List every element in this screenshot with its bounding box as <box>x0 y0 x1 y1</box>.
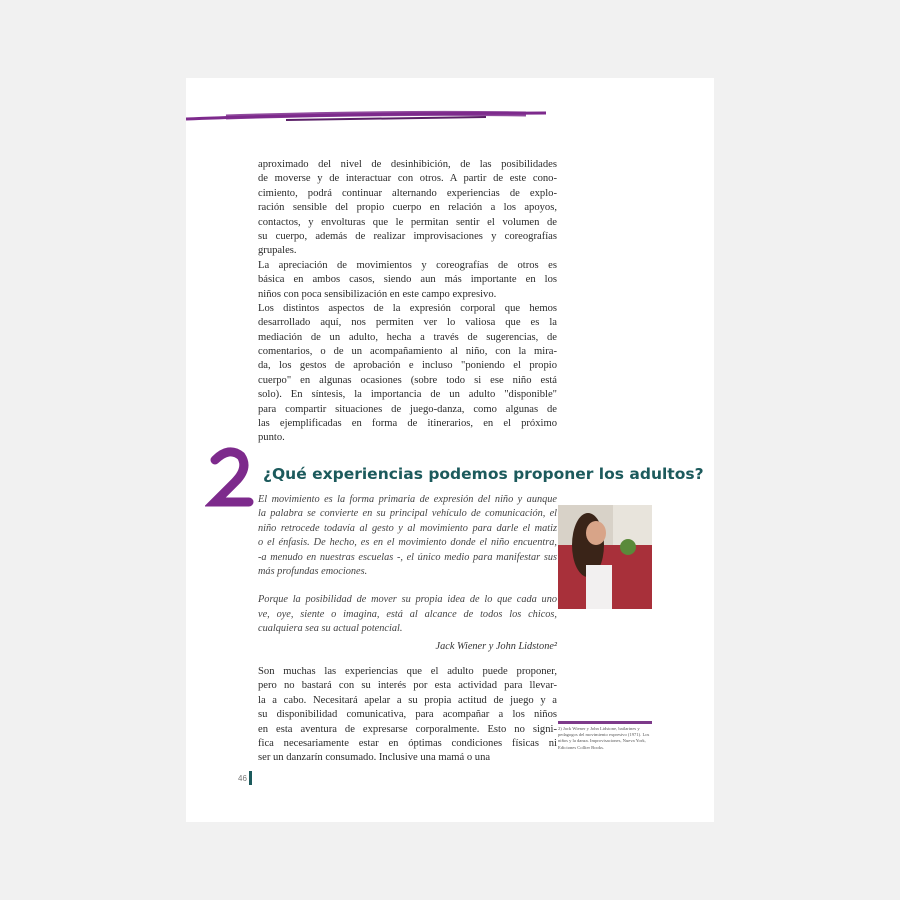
text-line: pero no bastará con su interés por esta actividad para llevar- <box>258 680 557 692</box>
text-line: la a cabo. Necesitará apelar a su propia actitud de juego y a <box>258 694 557 706</box>
section-title: ¿Qué experiencias podemos proponer los adultos? <box>263 465 704 483</box>
text-line: ser un danzarín consumado. Inclusive una mamá o una <box>258 752 491 764</box>
intro-text <box>258 158 557 446</box>
text-line: niños con poca sensibilización en este campo expresivo. <box>258 288 497 300</box>
text-line: cualquiera sea su actual potencial. <box>258 623 403 635</box>
text-line: da, los gestos de aprobación e incluso "poniendo el propio <box>258 360 557 372</box>
text-line: las ejemplificadas en forma de itinerarios, en el próximo <box>258 418 557 430</box>
text-line: su disponibilidad comunicativa, para acompañar a los niños <box>258 709 557 721</box>
text-line: -a menudo en nuestras escuelas -, el único medio para manifestar sus <box>258 551 557 563</box>
text-line: de moverse y de interactuar con otros. A partir de este cono- <box>258 173 557 185</box>
footnote-divider <box>558 721 652 724</box>
text-line: Son muchas las experiencias que el adulto puede proponer, <box>258 666 557 677</box>
text-line: cuerpo" en algunas ocasiones (sobre todo si ese niño está <box>258 374 557 386</box>
decorative-brush-stroke <box>186 110 551 124</box>
text-line: solo). En síntesis, la importancia de un adulto "disponible" <box>258 389 557 401</box>
text-line: fica necesariamente estar en óptimas condiciones físicas ni <box>258 737 557 749</box>
text-line: para compartir situaciones de juego-danza, como algunas de <box>258 403 557 415</box>
text-line: Porque la posibilidad de mover su propia idea de lo que cada uno <box>258 594 557 606</box>
text-line: ve, oye, siente o imagina, está al alcance de todos los chicos, <box>258 608 557 620</box>
text-line: la palabra se convierte en su principal vehículo de comunicación, el <box>258 508 557 520</box>
text-line: aproximado del nivel de desinhibición, de las posibilidades <box>258 159 557 170</box>
footnote: 2) Jack Wiener y John Lidstone, bailarines y pedagogos del movimiento expresivo (1971). Los niños y la danza. Improvisaciones, Nueva York, Ediciones Collier Books. <box>558 726 650 750</box>
text-line: en esta aventura de expresarse corporalmente. Esto no signi- <box>258 723 557 735</box>
page-number: 46 <box>238 774 247 783</box>
text-line: cimiento, podrá continuar alternando experiencias de explo- <box>258 187 557 199</box>
text-line: grupales. <box>258 245 297 257</box>
text-line: punto. <box>258 432 285 444</box>
text-line: contactos, y envolturas que le permitan sentir el volumen de <box>258 216 557 228</box>
photo-girl-dancing <box>558 505 652 609</box>
page-number-bar <box>249 771 252 785</box>
body-text <box>258 665 557 766</box>
text-line: El movimiento es la forma primaria de expresión del niño y aunque <box>258 494 557 505</box>
text-line: su cuerpo, además de realizar improvisaciones y coreografías <box>258 230 557 242</box>
text-line: Los distintos aspectos de la expresión corporal que hemos <box>258 302 557 314</box>
text-line: mediación de un adulto, hecha a través de sugerencias, de <box>258 331 557 343</box>
text-line: básica en ambos casos, siendo aun más importante en los <box>258 274 557 286</box>
quote-attribution: Jack Wiener y John Lidstone² <box>435 641 557 652</box>
text-line: desarrollado aquí, nos permiten ver lo valiosa que es la <box>258 317 557 329</box>
text-line: o el énfasis. De hecho, es en el movimiento donde el niño encuentra, <box>258 537 557 549</box>
text-line: más profundas emociones. <box>258 565 368 577</box>
quote-text <box>258 493 557 637</box>
text-line: ración sensible del propio cuerpo en relación a los apoyos, <box>258 202 557 214</box>
section-number-2 <box>205 446 255 512</box>
text-line: La apreciación de movimientos y coreografías de otros es <box>258 259 557 271</box>
text-line: comentarios, o de un acompañamiento al niño, con la mira- <box>258 346 557 358</box>
text-line: niño retrocede todavía al gesto y al movimiento para darle el matiz <box>258 522 557 534</box>
